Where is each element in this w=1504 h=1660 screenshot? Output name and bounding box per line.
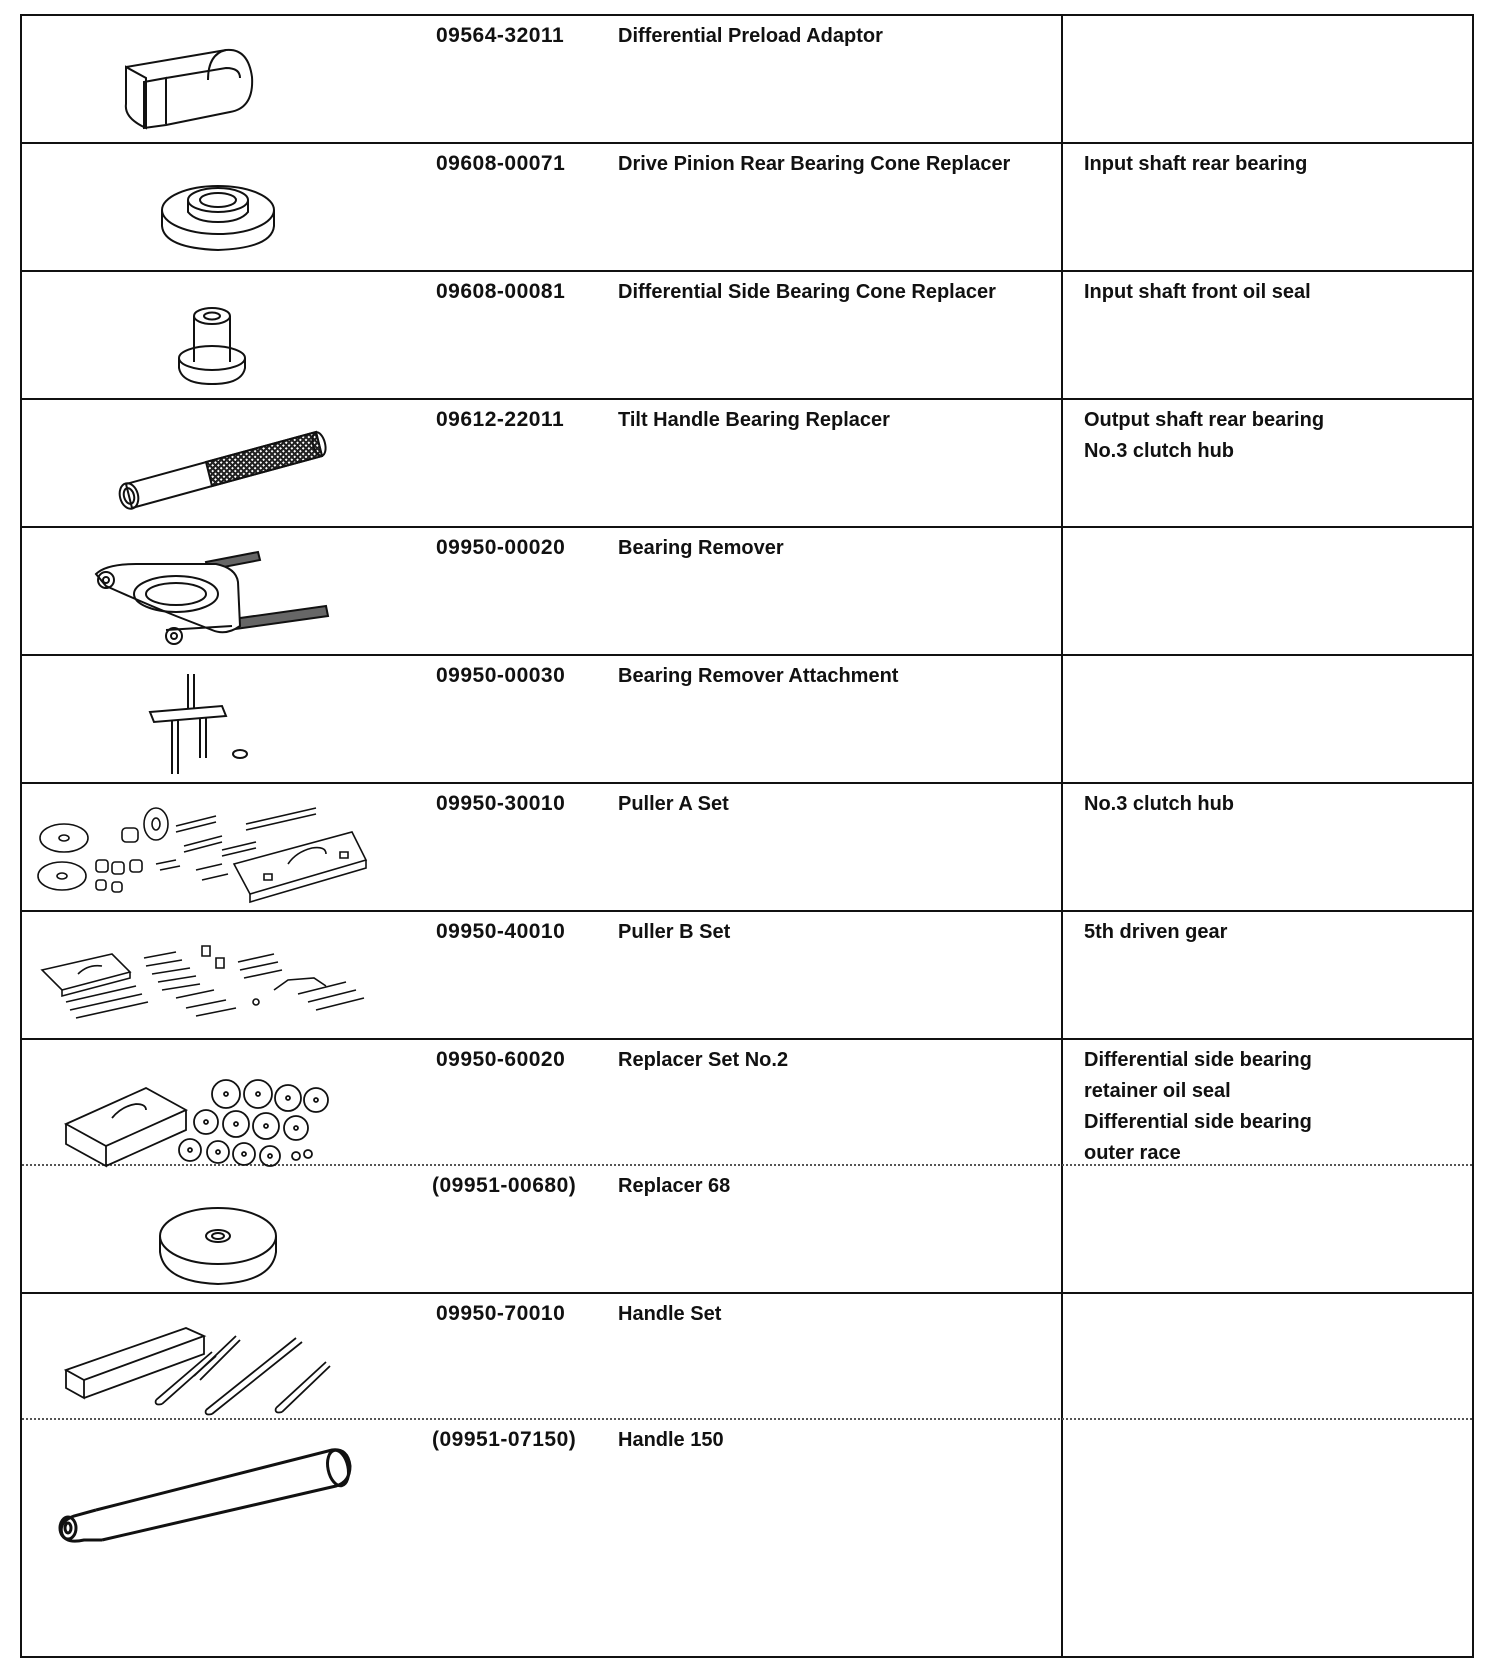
tool-name: Bearing Remover — [618, 537, 784, 559]
usage-note: Differential side bearing — [1084, 1111, 1312, 1133]
usage-notes — [1084, 405, 1444, 467]
puller-a-set-icon — [26, 790, 426, 910]
part-number: 09950-00030 — [436, 664, 566, 687]
tool-name: Differential Preload Adaptor — [618, 25, 883, 47]
table-row — [22, 16, 1472, 144]
bearing-remover-icon — [26, 534, 426, 654]
table-row — [22, 784, 1472, 912]
table-row — [22, 1040, 1472, 1166]
tool-name: Tilt Handle Bearing Replacer — [618, 409, 890, 431]
tool-name: Handle Set — [618, 1303, 722, 1325]
part-number: 09950-30010 — [436, 792, 566, 815]
usage-note: 5th driven gear — [1084, 921, 1228, 943]
table-row — [22, 400, 1472, 528]
table-row — [22, 912, 1472, 1040]
tool-name: Drive Pinion Rear Bearing Cone Replacer — [618, 153, 1011, 175]
usage-note: outer race — [1084, 1142, 1181, 1164]
part-number: (09951-07150) — [432, 1428, 577, 1451]
part-number: 09608-00081 — [436, 280, 566, 303]
puller-b-set-icon — [26, 918, 426, 1038]
usage-note: Output shaft rear bearing — [1084, 409, 1325, 431]
tilt-handle-replacer-icon — [26, 406, 426, 526]
usage-notes — [1084, 1045, 1444, 1169]
tool-name: Puller B Set — [618, 921, 731, 943]
handle-150-icon — [26, 1426, 426, 1546]
usage-notes — [1084, 917, 1444, 948]
tool-name: Puller A Set — [618, 793, 729, 815]
bearing-cone-replacer-icon — [26, 150, 426, 270]
usage-notes — [1084, 277, 1444, 308]
table-row — [22, 528, 1472, 656]
tool-name: Replacer Set No.2 — [618, 1049, 789, 1071]
usage-note: No.3 clutch hub — [1084, 793, 1234, 815]
preload-adaptor-icon — [26, 22, 426, 142]
table-row — [22, 1294, 1472, 1420]
part-number: 09612-22011 — [436, 408, 565, 431]
side-bearing-replacer-icon — [26, 278, 426, 398]
table-row — [22, 1420, 1472, 1658]
part-number: 09950-60020 — [436, 1048, 566, 1071]
table-row — [22, 656, 1472, 784]
tool-name: Bearing Remover Attachment — [618, 665, 899, 687]
table-row — [22, 144, 1472, 272]
special-tools-table — [20, 14, 1474, 1658]
remover-attachment-icon — [26, 662, 426, 782]
usage-note: Differential side bearing — [1084, 1049, 1312, 1071]
usage-note: Input shaft front oil seal — [1084, 281, 1311, 303]
usage-note: retainer oil seal — [1084, 1080, 1231, 1102]
usage-notes — [1084, 789, 1444, 820]
part-number: 09950-70010 — [436, 1302, 566, 1325]
part-number: 09564-32011 — [436, 24, 565, 47]
handle-set-icon — [26, 1300, 426, 1420]
part-number: 09950-40010 — [436, 920, 566, 943]
tool-name: Differential Side Bearing Cone Replacer — [618, 281, 996, 303]
usage-note: No.3 clutch hub — [1084, 440, 1234, 462]
replacer-set-icon — [26, 1046, 426, 1166]
replacer-68-icon — [26, 1172, 426, 1292]
part-number: (09951-00680) — [432, 1174, 577, 1197]
part-number: 09950-00020 — [436, 536, 566, 559]
tool-name: Handle 150 — [618, 1429, 724, 1451]
table-row — [22, 272, 1472, 400]
usage-notes — [1084, 149, 1444, 180]
tool-name: Replacer 68 — [618, 1175, 731, 1197]
usage-note: Input shaft rear bearing — [1084, 153, 1308, 175]
part-number: 09608-00071 — [436, 152, 566, 175]
table-row — [22, 1166, 1472, 1294]
